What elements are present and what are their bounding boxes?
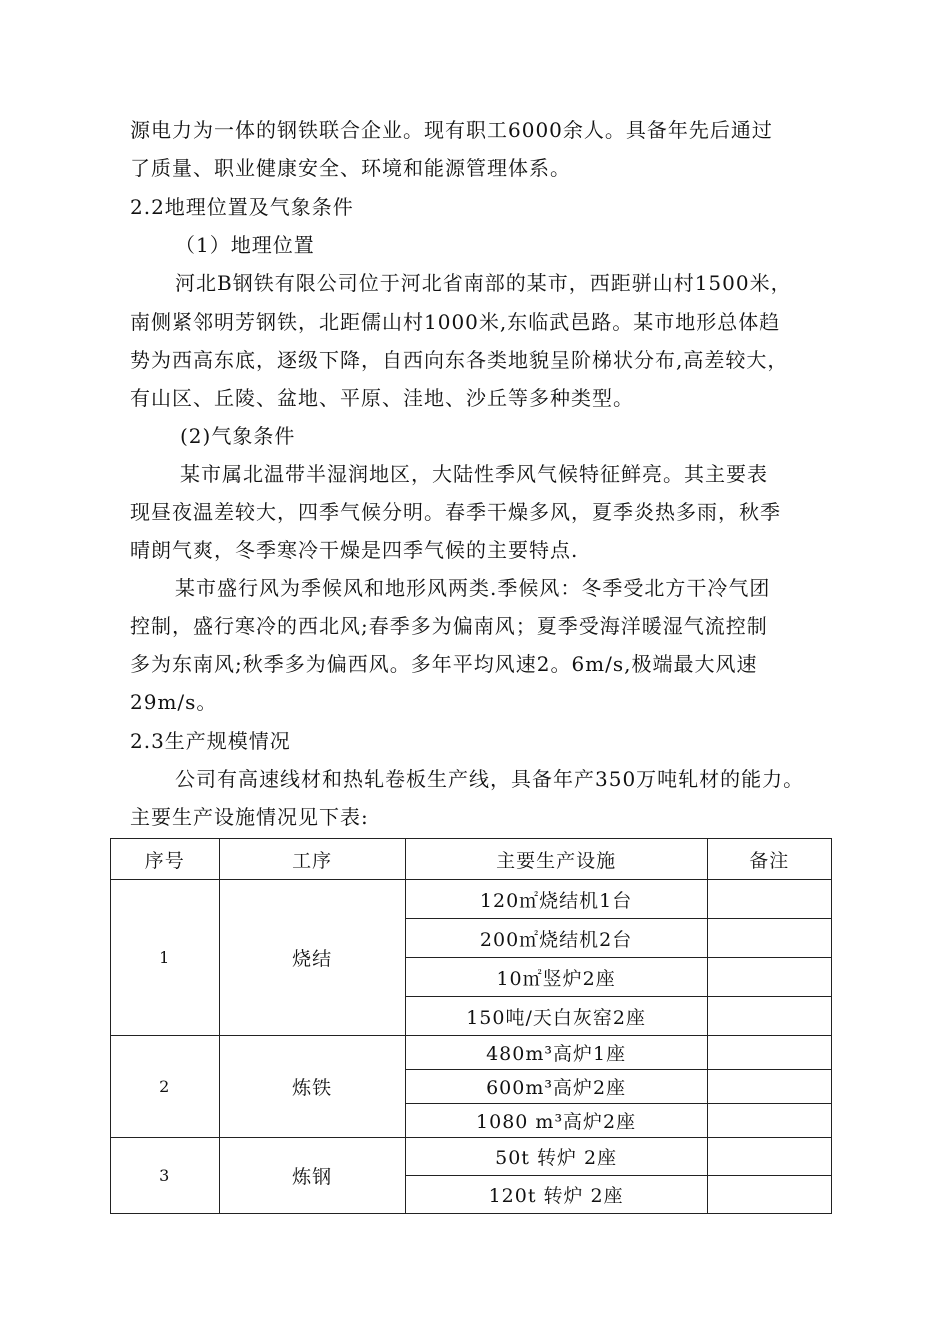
table-header-row — [111, 839, 832, 880]
text-line: 河北B钢铁有限公司位于河北省南部的某市，西距骈山村1500米， — [175, 271, 792, 295]
facility-cell: 200㎡烧结机2台 — [405, 919, 707, 958]
remark-cell — [707, 1104, 832, 1138]
remark-cell — [707, 958, 832, 997]
text-line: (2)气象条件 — [180, 424, 296, 448]
text-line: 南侧紧邻明芳钢铁，北距儒山村1000米,东临武邑路。某市地形总体趋 — [130, 310, 781, 334]
table-row — [111, 1036, 832, 1070]
remark-cell — [707, 997, 832, 1036]
facility-cell: 1080 m³高炉2座 — [405, 1104, 707, 1138]
text-line: 某市盛行风为季候风和地形风两类.季候风：冬季受北方干冷气团 — [175, 576, 771, 600]
remark-cell — [707, 1070, 832, 1104]
text-line: 有山区、丘陵、盆地、平原、洼地、沙丘等多种类型。 — [130, 386, 634, 410]
process-cell: 炼铁 — [219, 1036, 405, 1138]
remark-cell — [707, 1138, 832, 1176]
facility-cell: 120t 转炉 2座 — [405, 1176, 707, 1214]
header-facility: 主要生产设施 — [405, 839, 707, 880]
table-row — [111, 880, 832, 919]
text-line: 多为东南风;秋季多为偏西风。多年平均风速2。6m/s,极端最大风速 — [130, 652, 758, 676]
row-number: 2 — [111, 1036, 220, 1138]
header-remark: 备注 — [707, 839, 832, 880]
process-cell: 烧结 — [219, 880, 405, 1036]
process-cell: 炼钢 — [219, 1138, 405, 1214]
header-no: 序号 — [111, 839, 220, 880]
text-line: 某市属北温带半湿润地区，大陆性季风气候特征鲜亮。其主要表 — [180, 462, 768, 486]
facility-cell: 10㎡竖炉2座 — [405, 958, 707, 997]
table-row — [111, 1138, 832, 1176]
production-facilities-table — [110, 838, 832, 1214]
facility-cell: 600m³高炉2座 — [405, 1070, 707, 1104]
header-process: 工序 — [219, 839, 405, 880]
text-line: 公司有高速线材和热轧卷板生产线，具备年产350万吨轧材的能力。 — [175, 767, 805, 791]
remark-cell — [707, 880, 832, 919]
remark-cell — [707, 1176, 832, 1214]
text-line: 2.2地理位置及气象条件 — [130, 195, 354, 219]
text-line: 势为西高东底，逐级下降，自西向东各类地貌呈阶梯状分布,高差较大， — [130, 348, 789, 372]
facility-cell: 480m³高炉1座 — [405, 1036, 707, 1070]
text-line: 29m/s。 — [130, 690, 218, 714]
facility-cell: 120㎡烧结机1台 — [405, 880, 707, 919]
text-line: 2.3生产规模情况 — [130, 729, 291, 753]
text-line: 了质量、职业健康安全、环境和能源管理体系。 — [130, 156, 571, 180]
text-line: （1）地理位置 — [175, 233, 315, 257]
facility-cell: 150吨/天白灰窑2座 — [405, 997, 707, 1036]
row-number: 1 — [111, 880, 220, 1036]
text-line: 晴朗气爽，冬季寒冷干燥是四季气候的主要特点. — [130, 538, 579, 562]
text-line: 主要生产设施情况见下表: — [130, 805, 369, 829]
facility-cell: 50t 转炉 2座 — [405, 1138, 707, 1176]
text-line: 现昼夜温差较大，四季气候分明。春季干燥多风，夏季炎热多雨，秋季 — [130, 500, 781, 524]
text-line: 源电力为一体的钢铁联合企业。现有职工6000余人。具备年先后通过 — [130, 118, 773, 142]
remark-cell — [707, 1036, 832, 1070]
text-line: 控制，盛行寒冷的西北风;春季多为偏南风；夏季受海洋暖湿气流控制 — [130, 614, 768, 638]
row-number: 3 — [111, 1138, 220, 1214]
remark-cell — [707, 919, 832, 958]
